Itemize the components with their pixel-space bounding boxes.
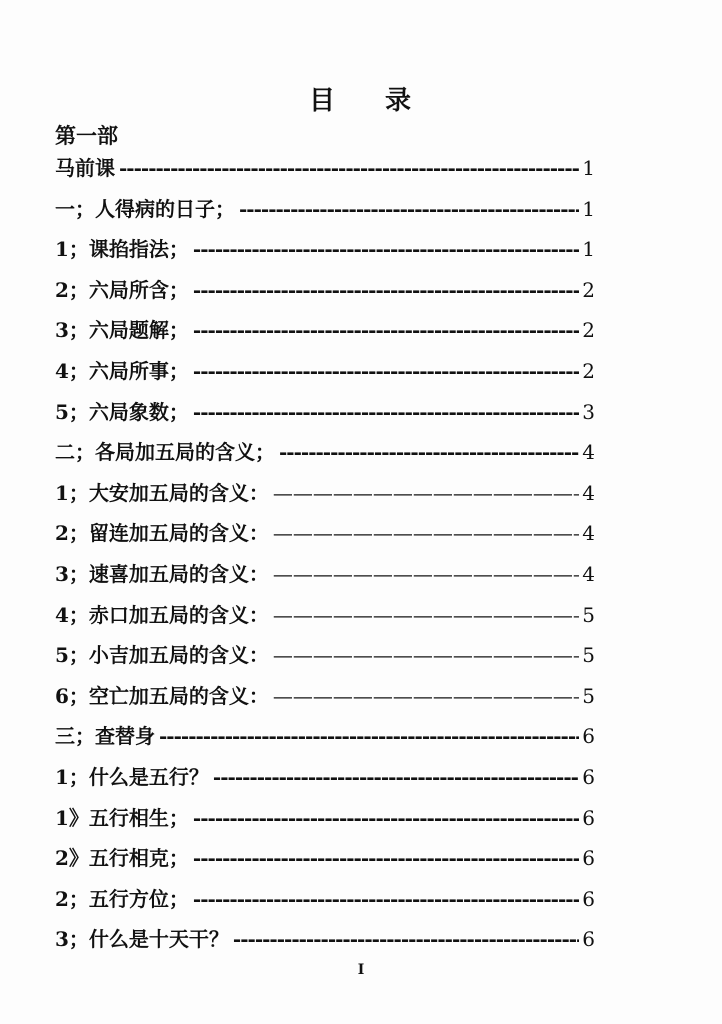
section-heading: 第一部 xyxy=(55,123,118,148)
toc-entry xyxy=(55,757,595,798)
toc-entry xyxy=(55,595,595,636)
toc-entry xyxy=(55,838,595,879)
toc-entry-page: 4 xyxy=(582,521,595,546)
title-char-2: 录 xyxy=(385,86,414,116)
toc-entry-label: 5；六局象数； xyxy=(55,399,189,424)
toc-entry-label: 2；六局所含； xyxy=(55,277,189,302)
toc-leader-line xyxy=(213,757,579,798)
page-title xyxy=(0,80,722,117)
toc-entry xyxy=(55,716,595,757)
toc-entry xyxy=(55,310,595,351)
toc-entry xyxy=(55,189,595,230)
toc-entry-label: 三；查替身 xyxy=(55,724,155,749)
toc-entry xyxy=(55,879,595,920)
toc-entry-page: 3 xyxy=(582,399,595,424)
toc-entry-label: 6；空亡加五局的含义： xyxy=(55,683,269,708)
toc-entry-label: 2》五行相克； xyxy=(55,846,189,871)
toc-entry-label: 3；速喜加五局的含义： xyxy=(55,561,269,586)
toc-entry-label: 马前课 xyxy=(55,156,115,180)
toc-entry-label: 1；大安加五局的含义： xyxy=(55,480,269,505)
toc-leader-line xyxy=(273,513,579,554)
toc-entry xyxy=(55,919,595,960)
toc-entry-page: 1 xyxy=(582,196,595,221)
toc-leader-line xyxy=(273,595,579,636)
toc-leader-line xyxy=(119,148,579,189)
toc-entry xyxy=(55,635,595,676)
toc-entry-label: 5；小吉加五局的含义： xyxy=(55,643,269,668)
toc-entry-page: 1 xyxy=(582,156,595,180)
toc-entry xyxy=(55,798,595,839)
toc-entry-label: 2；五行方位； xyxy=(55,886,189,911)
toc-leader-line xyxy=(193,351,579,392)
toc-leader-line xyxy=(279,432,579,473)
toc-leader-line xyxy=(233,919,579,960)
toc-entry xyxy=(55,676,595,717)
table-of-contents xyxy=(55,148,595,960)
page-number-footer: I xyxy=(357,962,365,978)
toc-entry-page: 6 xyxy=(582,724,595,749)
toc-leader-line xyxy=(193,798,579,839)
toc-entry-label: 3；六局题解； xyxy=(55,318,189,343)
toc-entry-page: 2 xyxy=(582,277,595,302)
toc-entry xyxy=(55,270,595,311)
toc-entry xyxy=(55,473,595,514)
toc-entry-label: 4；赤口加五局的含义： xyxy=(55,602,269,627)
toc-leader-line xyxy=(193,838,579,879)
toc-entry-page: 5 xyxy=(582,643,595,668)
toc-leader-line xyxy=(273,676,579,717)
toc-entry-page: 4 xyxy=(582,440,595,465)
toc-entry-label: 1；课掐指法； xyxy=(55,237,189,262)
toc-leader-line xyxy=(273,473,579,514)
toc-leader-line xyxy=(193,270,579,311)
toc-leader-line xyxy=(193,879,579,920)
toc-entry-label: 3；什么是十天干？ xyxy=(55,927,229,952)
toc-entry-page: 6 xyxy=(582,846,595,871)
toc-leader-line xyxy=(159,716,579,757)
toc-entry xyxy=(55,432,595,473)
toc-entry-page: 5 xyxy=(582,602,595,627)
toc-entry-page: 4 xyxy=(582,561,595,586)
toc-entry-page: 6 xyxy=(582,805,595,830)
toc-entry-label: 4；六局所事； xyxy=(55,358,189,383)
toc-entry-page: 5 xyxy=(582,683,595,708)
toc-leader-line xyxy=(273,635,579,676)
toc-leader-line xyxy=(193,229,579,270)
toc-entry xyxy=(55,513,595,554)
toc-leader-line xyxy=(193,310,579,351)
toc-entry-label: 2；留连加五局的含义： xyxy=(55,521,269,546)
toc-entry-page: 2 xyxy=(582,318,595,343)
toc-entry-page: 6 xyxy=(582,927,595,952)
toc-entry xyxy=(55,229,595,270)
toc-leader-line xyxy=(193,392,579,433)
toc-entry-page: 1 xyxy=(582,237,595,262)
toc-entry-label: 1；什么是五行？ xyxy=(55,764,209,789)
toc-entry-page: 2 xyxy=(582,358,595,383)
toc-entry-page: 6 xyxy=(582,886,595,911)
title-char-1: 目 xyxy=(308,86,337,116)
toc-leader-line xyxy=(239,189,579,230)
toc-entry xyxy=(55,351,595,392)
toc-leader-line xyxy=(273,554,579,595)
toc-entry xyxy=(55,148,595,189)
toc-entry xyxy=(55,554,595,595)
toc-entry-page: 4 xyxy=(582,480,595,505)
toc-entry-label: 二；各局加五局的含义； xyxy=(55,440,275,465)
toc-entry xyxy=(55,392,595,433)
toc-entry-label: 1》五行相生； xyxy=(55,805,189,830)
toc-entry-label: 一；人得病的日子； xyxy=(55,196,235,221)
toc-entry-page: 6 xyxy=(582,764,595,789)
